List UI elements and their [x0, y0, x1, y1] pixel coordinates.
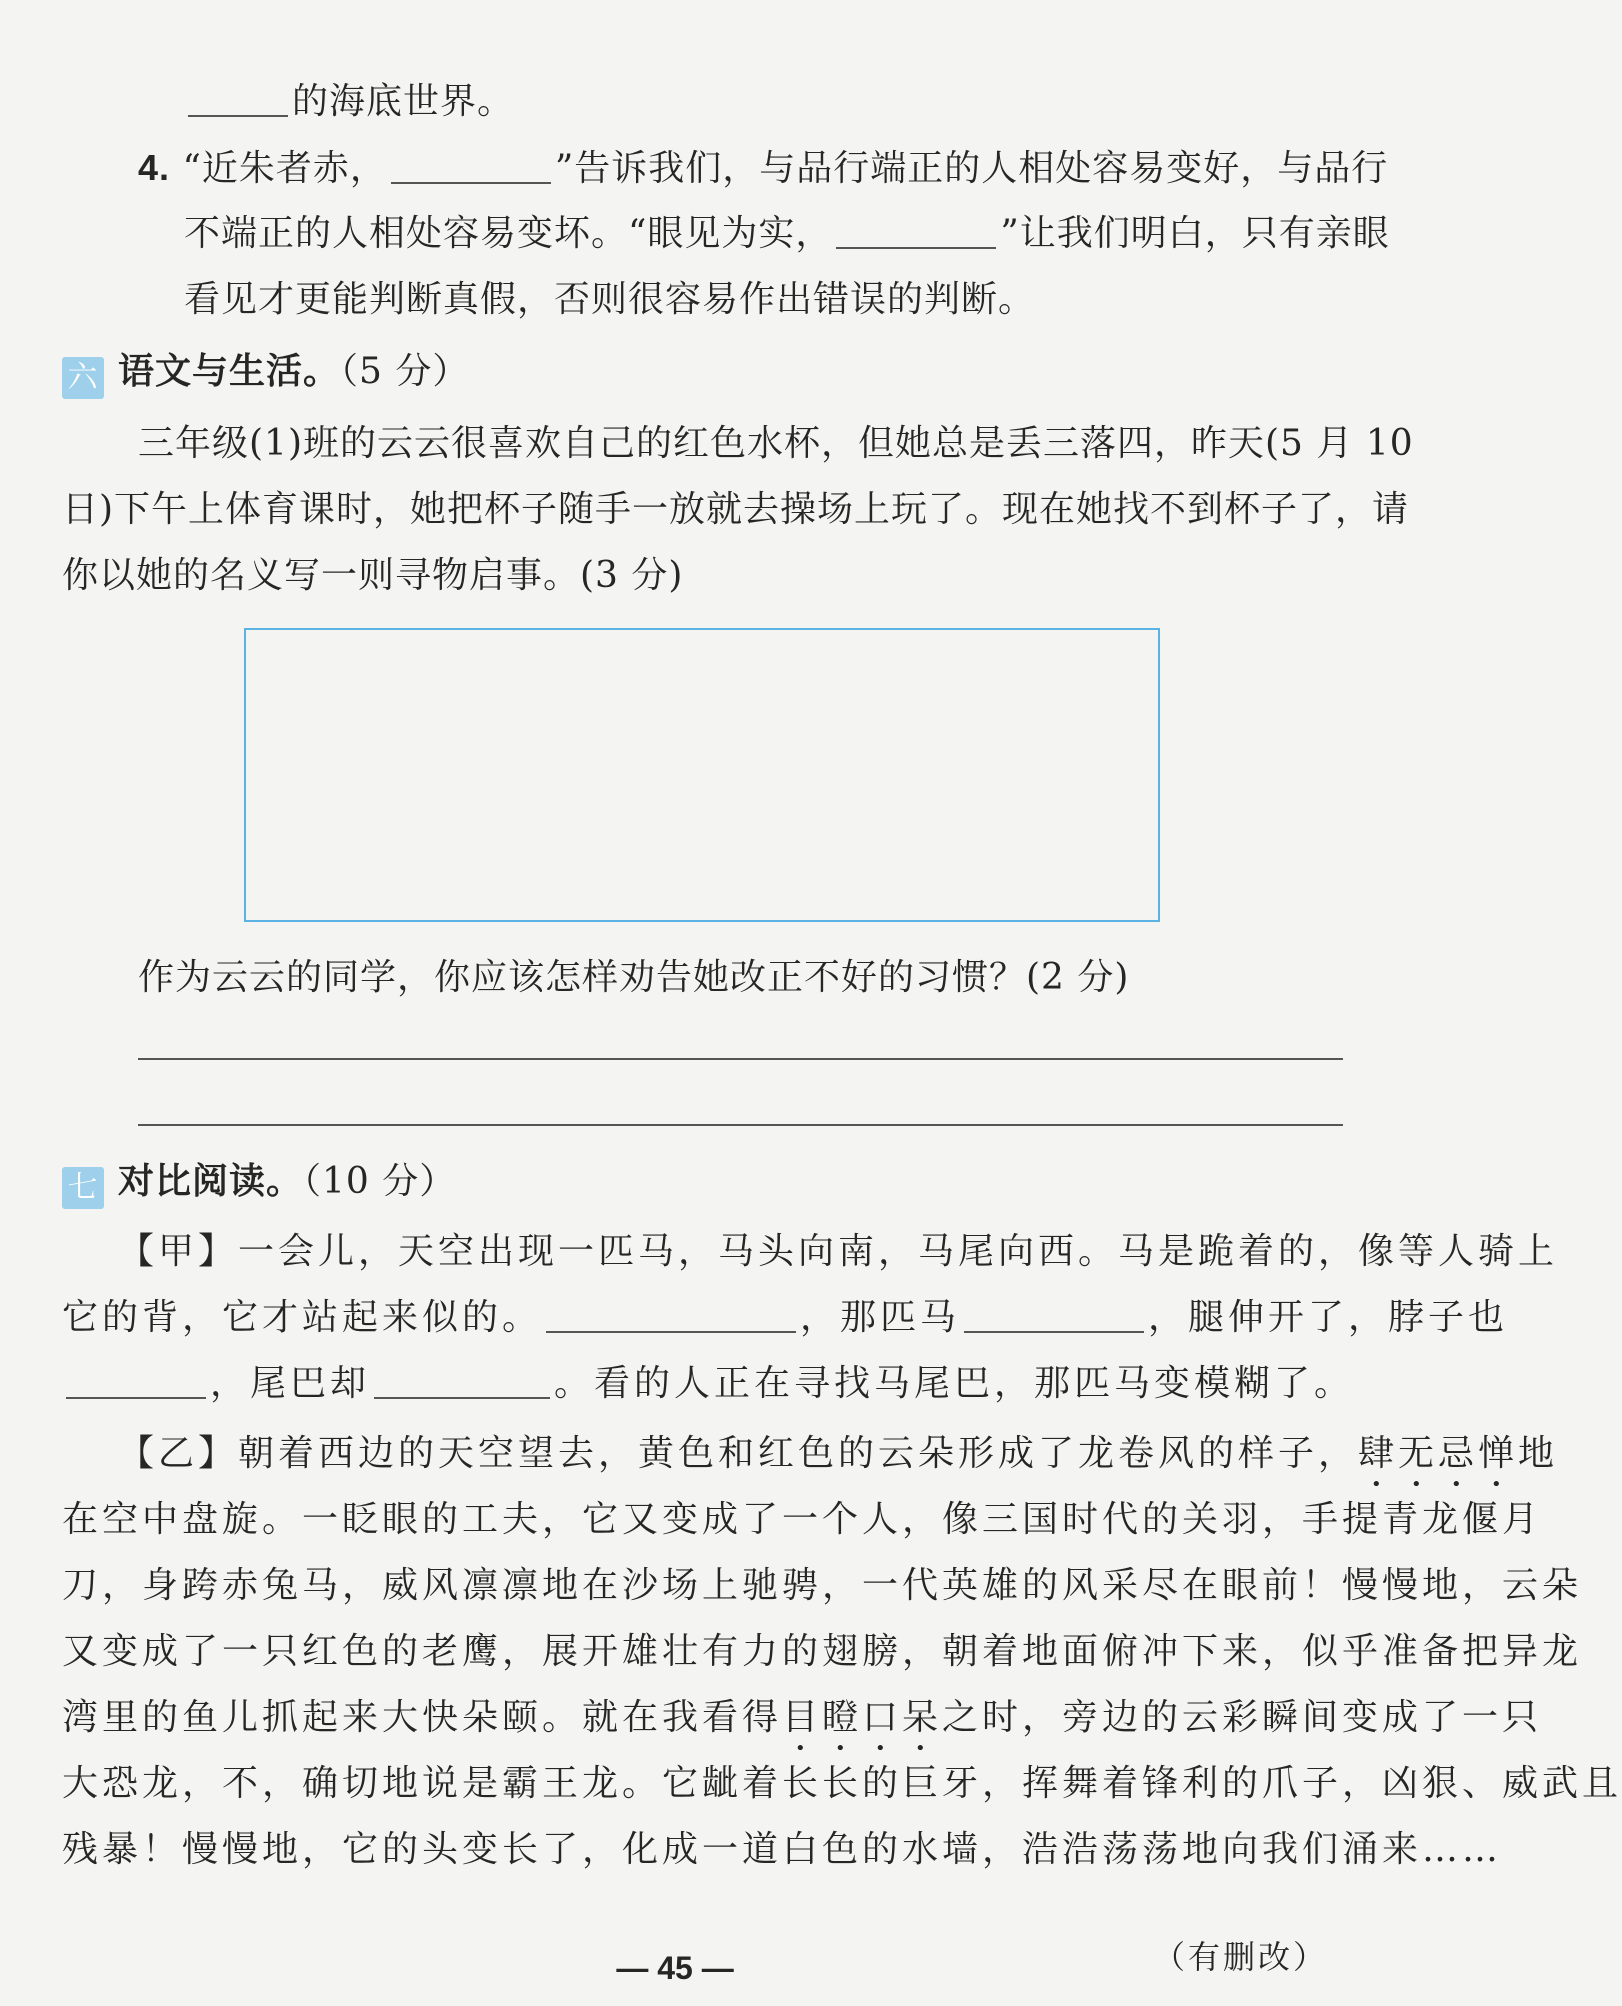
sec6-question2: 作为云云的同学，你应该怎样劝告她改正不好的习惯？(2 分)	[138, 957, 1130, 998]
fill-blank[interactable]	[964, 1297, 1144, 1333]
passage-b-line5: 湾里的鱼儿抓起来大快朵颐。就在我看得目瞪口呆之时，旁边的云彩瞬间变成了一只	[62, 1697, 1543, 1738]
notice-answer-box[interactable]	[244, 628, 1160, 922]
page-number: — 45 —	[616, 1950, 734, 1986]
emphasized-phrase: 目瞪口呆	[782, 1697, 943, 1738]
passage-b-line4: 又变成了一只红色的老鹰，展开雄壮有力的翅膀，朝着地面俯冲下来，似乎准备把异龙	[62, 1631, 1583, 1672]
fill-blank[interactable]	[374, 1363, 550, 1399]
section-7-header	[62, 1160, 456, 1209]
passage-b-line1: 【乙】朝着西边的天空望去，黄色和红色的云朵形成了龙卷风的样子，肆无忌惮地	[118, 1433, 1559, 1474]
section-score: （10 分）	[303, 1161, 457, 1202]
q4-line2: 不端正的人相处容易变坏。“眼见为实， ”让我们明白，只有亲眼	[184, 213, 1390, 254]
section-title: 语文与生活。	[118, 351, 341, 392]
passage-b-line6: 大恐龙，不，确切地说是霸王龙。它龇着长长的巨牙，挥舞着锋利的爪子，凶狠、威武且	[62, 1763, 1622, 1804]
q3-tail: 的海底世界。	[184, 80, 514, 124]
passage-b-line7: 残暴！慢慢地，它的头变长了，化成一道白色的水墙，浩浩荡荡地向我们涌来……	[62, 1829, 1503, 1870]
source-note: （有删改）	[1152, 1938, 1328, 1976]
q4-line3: 看见才更能判断真假，否则很容易作出错误的判断。	[184, 279, 1036, 320]
fill-blank[interactable]	[836, 213, 996, 249]
passage-a-line2: 它的背，它才站起来似的。 ，那匹马 ，腿伸开了，脖子也	[62, 1297, 1509, 1338]
passage-a-line1: 【甲】一会儿，天空出现一匹马，马头向南，马尾向西。马是跪着的，像等人骑上	[118, 1231, 1559, 1272]
section-badge: 七	[62, 1167, 104, 1209]
fill-blank[interactable]	[188, 81, 288, 117]
passage-a-line3: ，尾巴却 。看的人正在寻找马尾巴，那匹马变模糊了。	[62, 1362, 1354, 1406]
answer-line[interactable]	[138, 1058, 1343, 1060]
answer-line[interactable]	[138, 1124, 1343, 1126]
sec6-para-line3: 你以她的名义写一则寻物启事。(3 分)	[62, 555, 684, 596]
question-number: 4.	[138, 147, 171, 188]
passage-b-line2: 在空中盘旋。一眨眼的工夫，它又变成了一个人，像三国时代的关羽，手提青龙偃月	[62, 1499, 1543, 1540]
fill-blank[interactable]	[546, 1297, 796, 1333]
emphasized-phrase: 肆无忌惮	[1358, 1433, 1519, 1474]
fill-blank[interactable]	[66, 1363, 206, 1399]
section-score: （5 分）	[340, 351, 470, 392]
section-title: 对比阅读。	[118, 1161, 304, 1202]
sec6-para-line1: 三年级(1)班的云云很喜欢自己的红色水杯，但她总是丢三落四，昨天(5 月 10	[138, 423, 1414, 464]
section-badge: 六	[62, 357, 104, 399]
q4-line1: 4. “近朱者赤， ”告诉我们，与品行端正的人相处容易变好，与品行	[138, 147, 1389, 189]
fill-blank[interactable]	[391, 148, 551, 184]
passage-b-line3: 刀，身跨赤兔马，威风凛凛地在沙场上驰骋，一代英雄的风采尽在眼前！慢慢地，云朵	[62, 1565, 1583, 1606]
section-6-header	[62, 350, 469, 399]
sec6-para-line2: 日)下午上体育课时，她把杯子随手一放就去操场上玩了。现在她找不到杯子了，请	[62, 489, 1410, 530]
